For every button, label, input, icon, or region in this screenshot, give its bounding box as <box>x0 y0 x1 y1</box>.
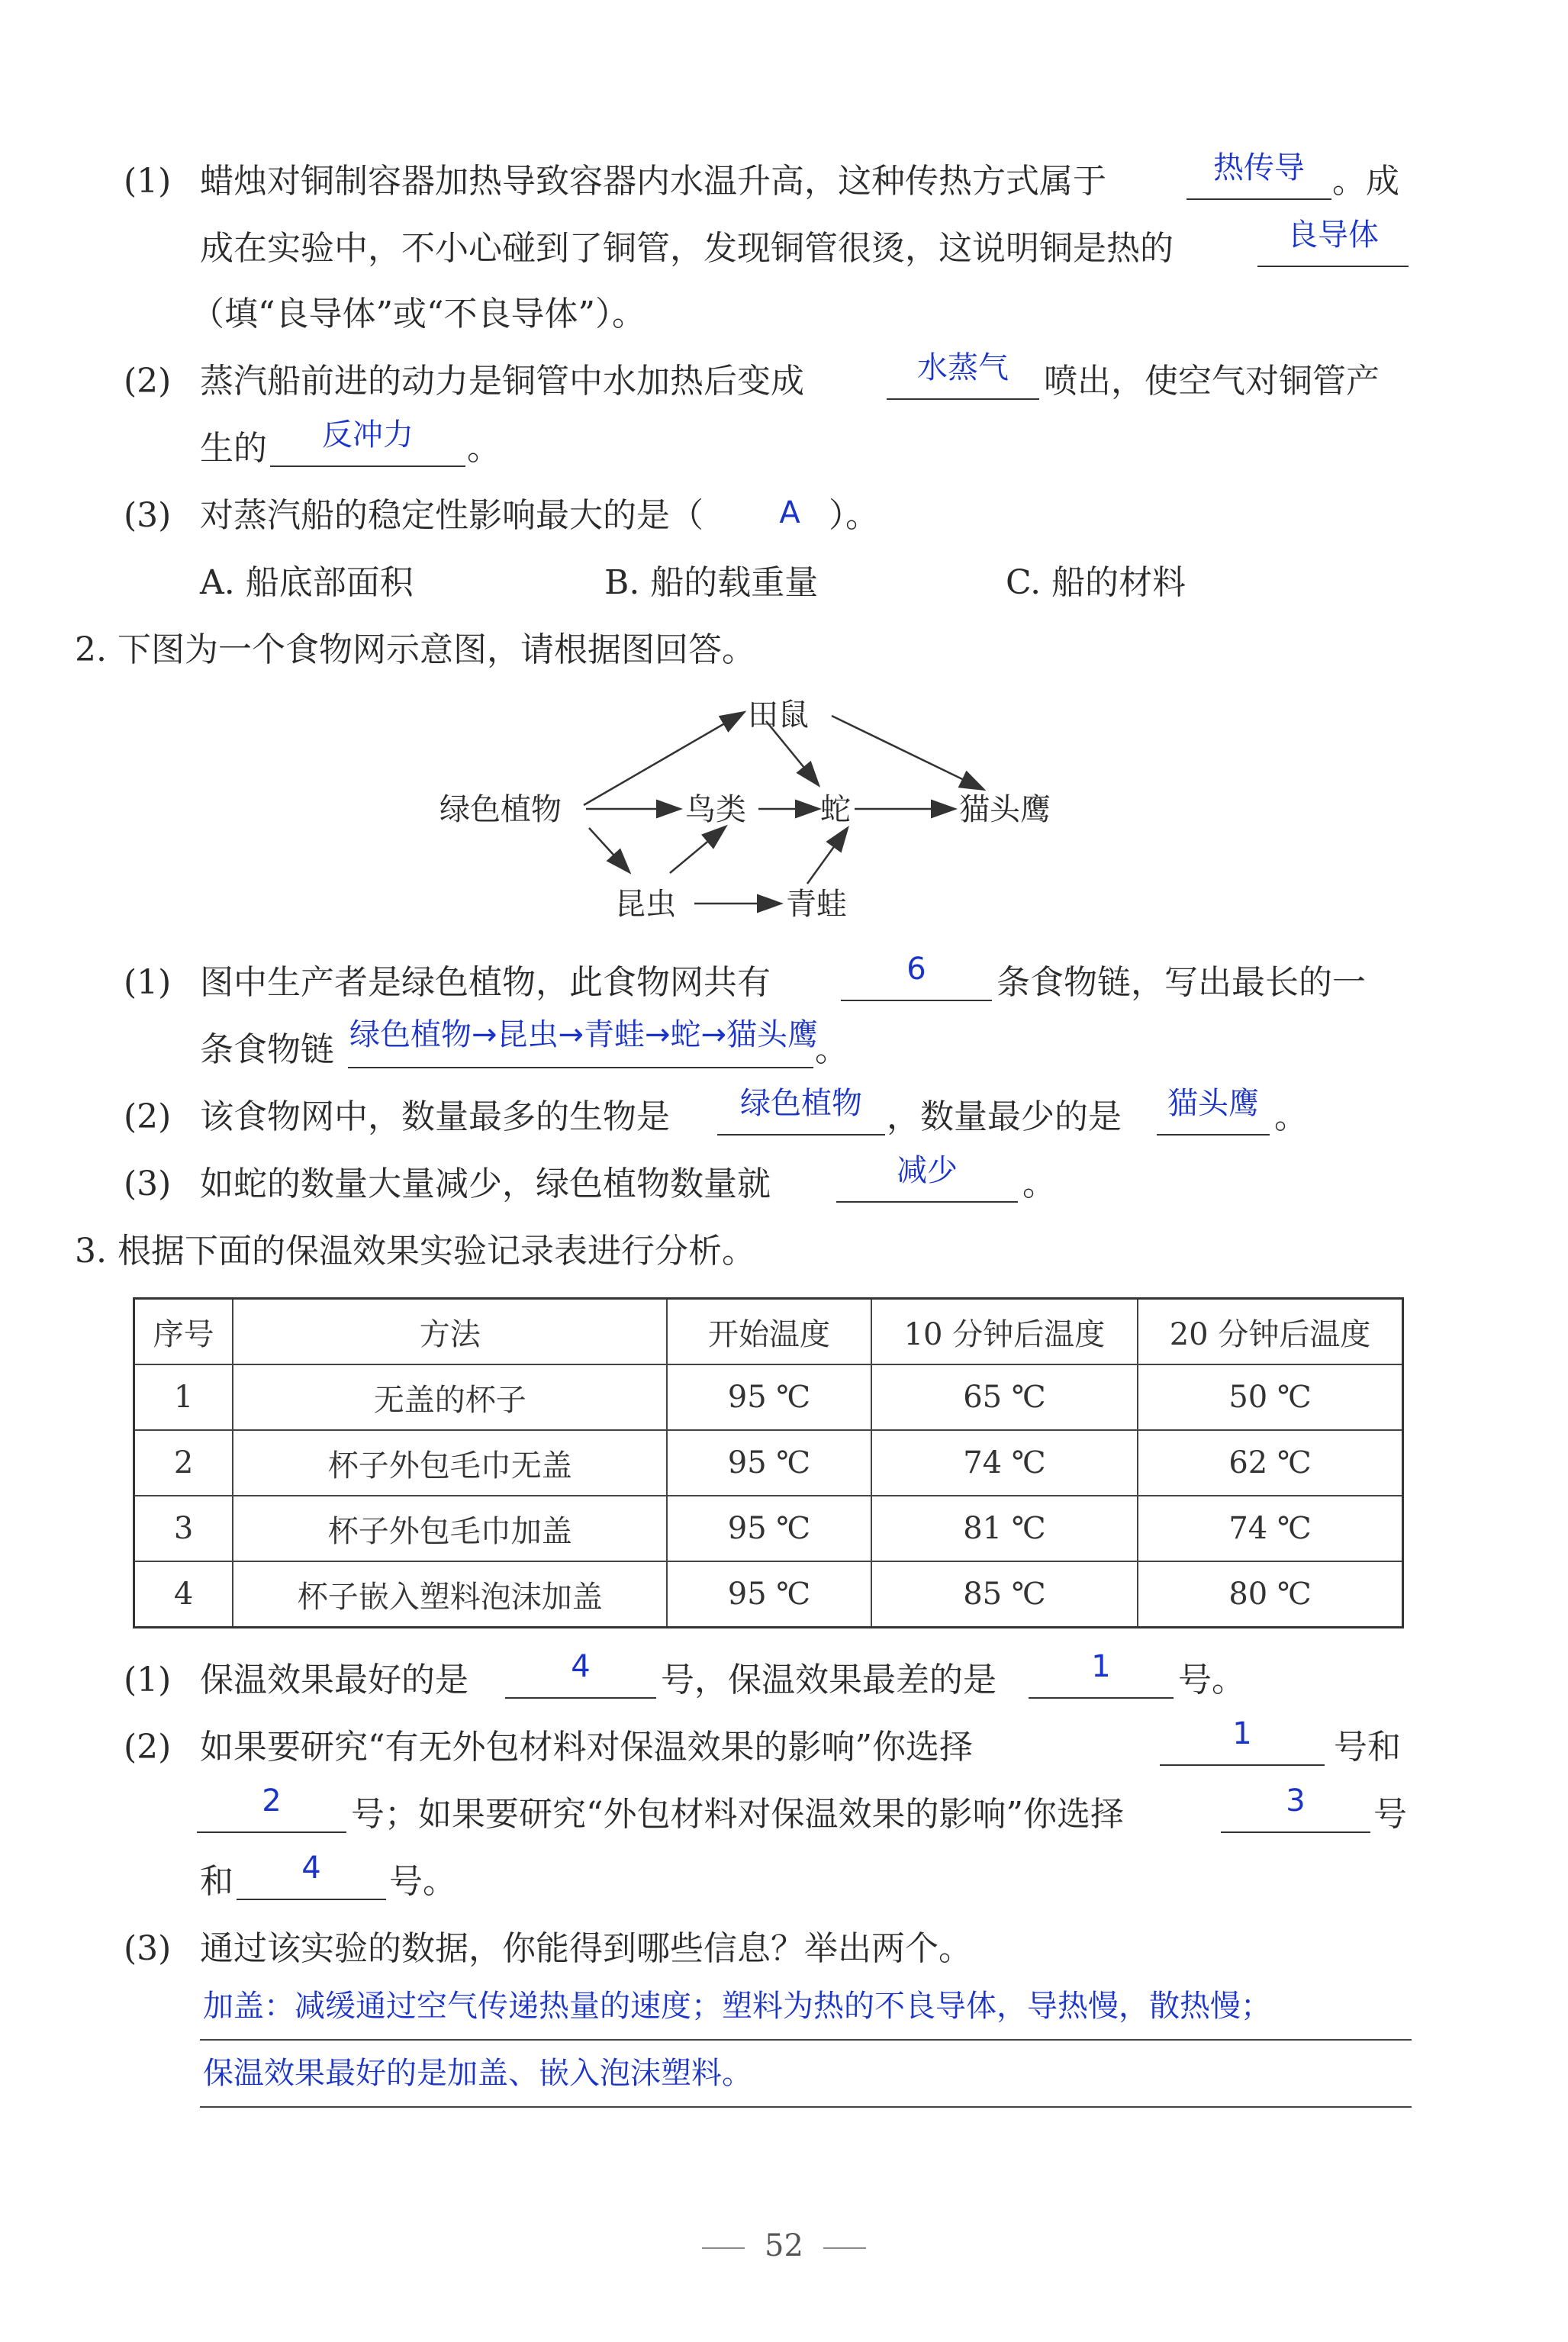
q2-p2-line1 <box>0 1087 1568 1148</box>
table-cell: 杯子嵌入塑料泡沫加盖 <box>233 1561 667 1628</box>
question-text: 蜡烛对铜制容器加热导致容器内水温升高，这种传热方式属于 <box>200 162 1106 201</box>
question-text: 对蒸汽船的稳定性影响最大的是（ <box>200 496 704 535</box>
food-web-arrows <box>584 713 983 904</box>
question-text: 3. 根据下面的保温效果实验记录表进行分析。 <box>75 1232 755 1271</box>
q1-p3-line1 <box>0 485 1568 546</box>
question-text: ）。 <box>829 496 879 535</box>
q1-p3-options <box>0 552 1568 614</box>
item-number: (2) <box>124 1728 172 1767</box>
table-cell: 3 <box>134 1496 233 1561</box>
option-c[interactable]: C. 船的材料 <box>1006 563 1186 602</box>
table-row <box>134 1496 1403 1561</box>
table-cell: 1 <box>134 1364 233 1430</box>
table-cell: 95 ℃ <box>667 1496 871 1561</box>
page-footer <box>0 2228 1568 2263</box>
handwritten-answer: 减少 <box>897 1153 958 1188</box>
handwritten-answer: 6 <box>906 952 926 987</box>
q2-stem <box>0 620 1568 681</box>
table-cell: 81 ℃ <box>871 1496 1138 1561</box>
table-cell: 62 ℃ <box>1138 1430 1402 1496</box>
q2-p3-line1 <box>0 1154 1568 1215</box>
q1-p2-line1 <box>0 351 1568 412</box>
column-header: 序号 <box>134 1299 233 1365</box>
question-text: 号；如果要研究“外包材料对保温效果的影响”你选择 <box>351 1795 1124 1834</box>
question-text: 生的 <box>200 429 267 468</box>
item-number: (2) <box>124 1097 172 1136</box>
arrow-mouse-owl <box>832 716 983 789</box>
table-cell: 杯子外包毛巾加盖 <box>233 1496 667 1561</box>
q3-p2-line2 <box>0 1784 1568 1845</box>
handwritten-answer: A <box>779 495 800 530</box>
question-text: 。成 <box>1332 162 1399 201</box>
handwritten-answer: 绿色植物 <box>740 1086 862 1121</box>
q3-p2-line1 <box>0 1717 1568 1778</box>
node-snake: 蛇 <box>820 792 851 827</box>
handwritten-answer: 反冲力 <box>322 417 414 453</box>
question-text: 该食物网中，数量最多的生物是 <box>200 1097 670 1136</box>
question-text: 条食物链 <box>200 1030 334 1069</box>
handwritten-answer: 加盖：减缓通过空气传递热量的速度；塑料为热的不良导体，导热慢，散热慢； <box>203 1989 1271 2024</box>
node-owl: 猫头鹰 <box>959 792 1051 827</box>
table-row <box>134 1561 1403 1628</box>
handwritten-answer: 猫头鹰 <box>1167 1086 1259 1121</box>
table-cell: 74 ℃ <box>1138 1496 1402 1561</box>
question-text: 。 <box>1274 1097 1308 1136</box>
table-cell: 2 <box>134 1430 233 1496</box>
q3-p2-line3 <box>0 1851 1568 1912</box>
q3-stem <box>0 1221 1568 1282</box>
handwritten-answer: 1 <box>1091 1649 1111 1684</box>
arrow-plant-insect <box>589 828 629 871</box>
table-cell: 65 ℃ <box>871 1364 1138 1430</box>
question-text: 。 <box>467 429 501 468</box>
question-text: 通过该实验的数据，你能得到哪些信息？举出两个。 <box>200 1929 972 1968</box>
q1-p2-line2 <box>0 418 1568 479</box>
item-number: (1) <box>124 162 172 201</box>
table-cell: 杯子外包毛巾无盖 <box>233 1430 667 1496</box>
answer-line-2[interactable] <box>200 2039 1412 2108</box>
question-text: 图中生产者是绿色植物，此食物网共有 <box>200 963 771 1002</box>
node-plant: 绿色植物 <box>439 792 562 827</box>
question-text: 号和 <box>1334 1728 1401 1767</box>
node-insect: 昆虫 <box>615 887 676 922</box>
q1-p1-line3 <box>0 284 1568 345</box>
question-text: 保温效果最好的是 <box>200 1661 468 1699</box>
table-cell: 80 ℃ <box>1138 1561 1402 1628</box>
table-cell: 95 ℃ <box>667 1430 871 1496</box>
handwritten-answer: 4 <box>571 1649 591 1684</box>
question-text: 号。 <box>389 1862 456 1901</box>
item-number: (1) <box>124 963 172 1002</box>
answer-line-1[interactable] <box>200 1972 1412 2041</box>
node-mouse: 田鼠 <box>748 697 809 733</box>
table-row <box>134 1364 1403 1430</box>
q3-p1-line1 <box>0 1650 1568 1711</box>
question-text: （填“良导体”或“不良导体”）。 <box>191 295 646 333</box>
column-header: 方法 <box>233 1299 667 1365</box>
table-cell: 50 ℃ <box>1138 1364 1402 1430</box>
arrow-plant-mouse <box>584 713 743 805</box>
handwritten-answer: 良导体 <box>1287 217 1379 253</box>
insulation-experiment-table <box>133 1297 1404 1628</box>
q1-p1-line2 <box>0 218 1568 279</box>
question-text: 。 <box>1022 1165 1056 1203</box>
option-b[interactable]: B. 船的载重量 <box>604 563 819 602</box>
footer-dash-right <box>823 2247 866 2249</box>
table-cell: 无盖的杯子 <box>233 1364 667 1430</box>
table-cell: 4 <box>134 1561 233 1628</box>
question-text: 号，保温效果最差的是 <box>661 1661 997 1699</box>
table-cell: 85 ℃ <box>871 1561 1138 1628</box>
node-bird: 鸟类 <box>685 792 746 827</box>
question-text: ，数量最少的是 <box>887 1097 1122 1136</box>
item-number: (1) <box>124 1661 172 1699</box>
table-row <box>134 1430 1403 1496</box>
q3-p3-line1 <box>0 1918 1568 1980</box>
column-header: 20 分钟后温度 <box>1138 1299 1402 1365</box>
column-header: 10 分钟后温度 <box>871 1299 1138 1365</box>
food-web-diagram <box>427 687 1114 939</box>
q1-p1-line1 <box>0 151 1568 212</box>
q2-p1-line1 <box>0 952 1568 1013</box>
question-text: 条食物链，写出最长的一 <box>997 963 1366 1002</box>
question-text: 号。 <box>1178 1661 1245 1699</box>
page-number: 52 <box>765 2228 803 2263</box>
handwritten-answer: 3 <box>1286 1783 1306 1819</box>
table-cell: 74 ℃ <box>871 1430 1138 1496</box>
handwritten-answer: 绿色植物→昆虫→青蛙→蛇→猫头鹰 <box>349 1017 819 1052</box>
table-header-row <box>134 1299 1403 1365</box>
question-text: 喷出，使空气对铜管产 <box>1044 362 1380 401</box>
question-text: 蒸汽船前进的动力是铜管中水加热后变成 <box>200 362 804 401</box>
arrow-frog-snake <box>807 829 847 884</box>
item-number: (3) <box>124 1929 172 1968</box>
item-number: (3) <box>124 496 172 535</box>
arrow-insect-bird <box>670 827 725 873</box>
table-cell: 95 ℃ <box>667 1561 871 1628</box>
footer-dash-left <box>702 2247 745 2249</box>
column-header: 开始温度 <box>667 1299 871 1365</box>
table-cell: 95 ℃ <box>667 1364 871 1430</box>
handwritten-answer: 2 <box>262 1783 282 1819</box>
handwritten-answer: 热传导 <box>1213 150 1305 185</box>
question-text: 成在实验中，不小心碰到了铜管，发现铜管很烫，这说明铜是热的 <box>200 229 1174 268</box>
item-number: (2) <box>124 362 172 401</box>
handwritten-answer: 1 <box>1232 1716 1252 1751</box>
node-frog: 青蛙 <box>786 887 847 922</box>
option-a[interactable]: A. 船底部面积 <box>200 563 414 602</box>
question-text: 号 <box>1373 1795 1407 1834</box>
q2-p1-line2 <box>0 1017 1568 1081</box>
item-number: (3) <box>124 1165 172 1203</box>
question-text: 。 <box>815 1030 848 1069</box>
question-text: 2. 下图为一个食物网示意图，请根据图回答。 <box>75 630 755 669</box>
question-text: 和 <box>200 1862 233 1901</box>
question-text: 如蛇的数量大量减少，绿色植物数量就 <box>200 1165 771 1203</box>
handwritten-answer: 4 <box>301 1851 321 1886</box>
handwritten-answer: 水蒸气 <box>917 350 1009 385</box>
question-text: 如果要研究“有无外包材料对保温效果的影响”你选择 <box>200 1728 973 1767</box>
handwritten-answer: 保温效果最好的是加盖、嵌入泡沫塑料。 <box>203 2056 752 2091</box>
